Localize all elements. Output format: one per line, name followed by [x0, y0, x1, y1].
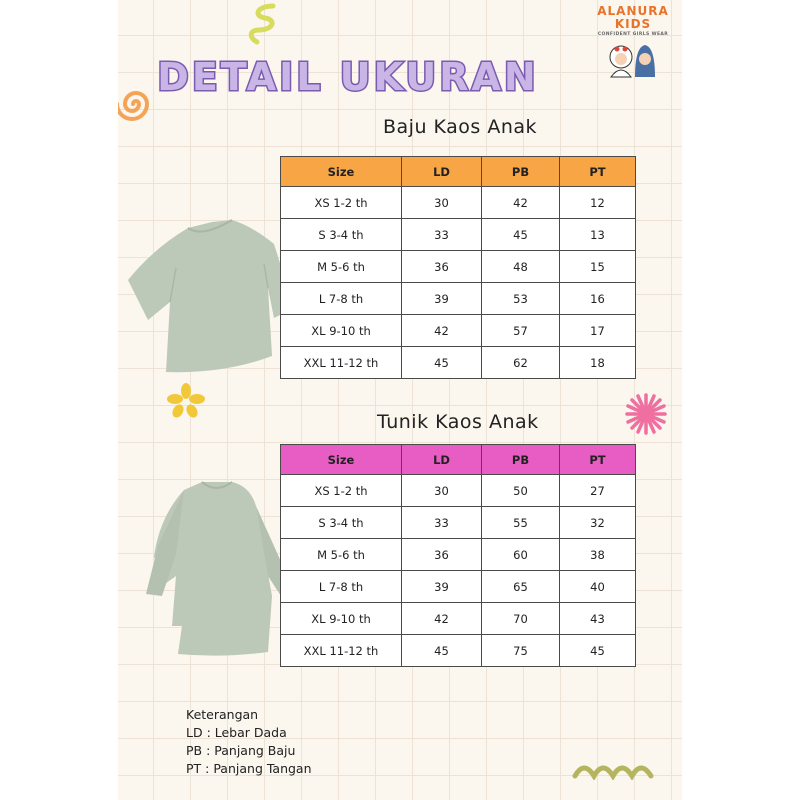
- legend: [186, 706, 312, 778]
- cell-ld: 33: [402, 507, 482, 539]
- cell-size: L 7-8 th: [281, 283, 402, 315]
- cell-ld: 39: [402, 283, 482, 315]
- cell-pt: 12: [560, 187, 636, 219]
- cell-pb: 65: [482, 571, 560, 603]
- cell-size: XXL 11-12 th: [281, 347, 402, 379]
- page-title-text: DETAIL UKURAN: [157, 55, 539, 99]
- table-row: [281, 251, 636, 283]
- cell-size: S 3-4 th: [281, 507, 402, 539]
- section2-subtitle: Tunik Kaos Anak: [377, 411, 539, 433]
- cell-pb: 48: [482, 251, 560, 283]
- cell-pt: 40: [560, 571, 636, 603]
- flower-decoration: [166, 383, 206, 419]
- header-size: Size: [281, 445, 402, 475]
- table-row: [281, 315, 636, 347]
- cell-pt: 15: [560, 251, 636, 283]
- size-chart-page: [118, 0, 682, 800]
- brand-name: ALANURA: [597, 4, 669, 18]
- cell-ld: 36: [402, 251, 482, 283]
- cell-ld: 33: [402, 219, 482, 251]
- cell-pt: 43: [560, 603, 636, 635]
- cell-pt: 38: [560, 539, 636, 571]
- cell-pt: 45: [560, 635, 636, 667]
- cell-pb: 70: [482, 603, 560, 635]
- table-row: [281, 539, 636, 571]
- legend-item: PB : Panjang Baju: [186, 743, 296, 758]
- cell-size: XXL 11-12 th: [281, 635, 402, 667]
- brand-tagline: CONFIDENT GIRLS WEAR: [597, 32, 669, 37]
- header-ld: LD: [402, 157, 482, 187]
- cell-pb: 50: [482, 475, 560, 507]
- cell-ld: 39: [402, 571, 482, 603]
- cell-ld: 42: [402, 315, 482, 347]
- header-pb: PB: [482, 157, 560, 187]
- cell-pt: 18: [560, 347, 636, 379]
- cell-pb: 53: [482, 283, 560, 315]
- girls-mascot-icon: [603, 37, 663, 79]
- table-row: [281, 219, 636, 251]
- table-row: [281, 635, 636, 667]
- cell-pt: 32: [560, 507, 636, 539]
- header-ld: LD: [402, 445, 482, 475]
- section1-subtitle: Baju Kaos Anak: [383, 116, 538, 138]
- brand-logo: [588, 4, 678, 83]
- legend-item: PT : Panjang Tangan: [186, 761, 312, 776]
- tshirt-image: [124, 208, 299, 376]
- header-pt: PT: [560, 157, 636, 187]
- cell-size: XL 9-10 th: [281, 603, 402, 635]
- cell-size: XL 9-10 th: [281, 315, 402, 347]
- cell-ld: 45: [402, 635, 482, 667]
- table-header-row: [281, 445, 636, 475]
- header-size: Size: [281, 157, 402, 187]
- cell-ld: 45: [402, 347, 482, 379]
- brand-kids: KIDS: [614, 17, 652, 31]
- cell-size: XS 1-2 th: [281, 187, 402, 219]
- squiggle-decoration: [243, 2, 283, 47]
- table-row: [281, 603, 636, 635]
- cell-size: L 7-8 th: [281, 571, 402, 603]
- cell-size: S 3-4 th: [281, 219, 402, 251]
- cell-ld: 30: [402, 475, 482, 507]
- cell-pt: 17: [560, 315, 636, 347]
- table-row: [281, 571, 636, 603]
- cell-pt: 13: [560, 219, 636, 251]
- table-row: [281, 187, 636, 219]
- cell-ld: 36: [402, 539, 482, 571]
- table-row: [281, 347, 636, 379]
- wave-decoration: [570, 758, 664, 780]
- starburst-decoration: [624, 392, 668, 436]
- cell-size: M 5-6 th: [281, 251, 402, 283]
- cell-size: XS 1-2 th: [281, 475, 402, 507]
- size-table-tunik: [280, 444, 636, 667]
- table-header-row: [281, 157, 636, 187]
- table-row: [281, 475, 636, 507]
- size-table-baju: [280, 156, 636, 379]
- cell-ld: 42: [402, 603, 482, 635]
- cell-pb: 55: [482, 507, 560, 539]
- cell-pb: 75: [482, 635, 560, 667]
- table-row: [281, 283, 636, 315]
- cell-pb: 60: [482, 539, 560, 571]
- table-row: [281, 507, 636, 539]
- header-pb: PB: [482, 445, 560, 475]
- cell-size: M 5-6 th: [281, 539, 402, 571]
- legend-item: LD : Lebar Dada: [186, 725, 287, 740]
- cell-pt: 27: [560, 475, 636, 507]
- legend-heading: Keterangan: [186, 707, 259, 722]
- cell-pb: 57: [482, 315, 560, 347]
- cell-pb: 62: [482, 347, 560, 379]
- cell-pt: 16: [560, 283, 636, 315]
- cell-pb: 42: [482, 187, 560, 219]
- cell-pb: 45: [482, 219, 560, 251]
- header-pt: PT: [560, 445, 636, 475]
- cell-ld: 30: [402, 187, 482, 219]
